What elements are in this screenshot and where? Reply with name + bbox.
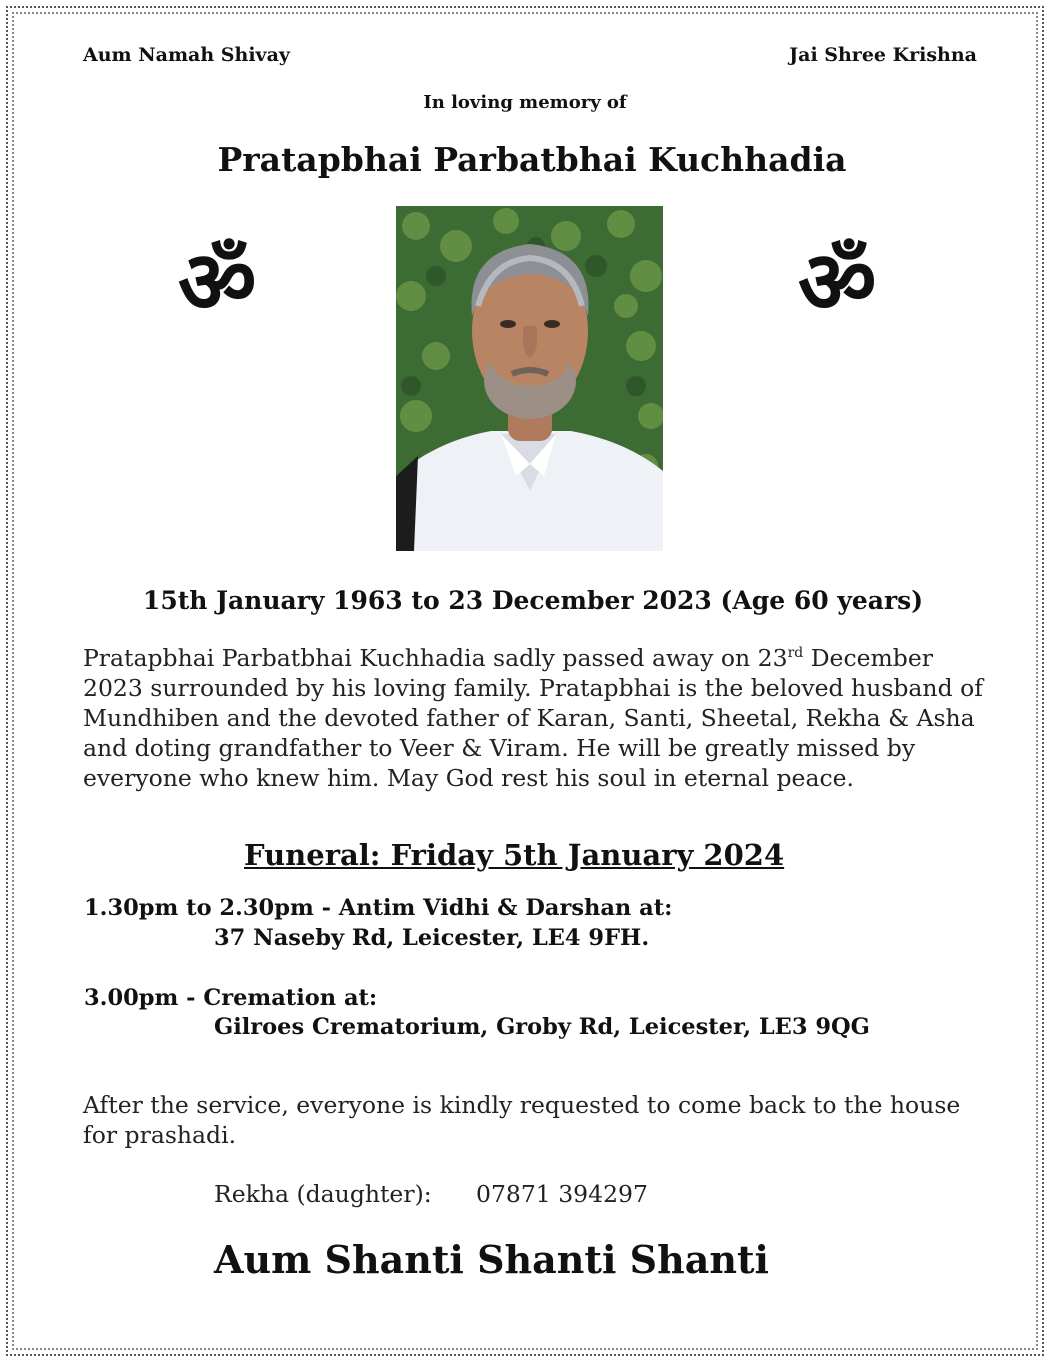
tribute-text-part2: December 2023 surrounded by his loving family. Pratapbhai is the beloved husband of Mundhiben and the devoted father of Karan, Santi, Sheetal, Rekha & Asha and doting grandfather to Veer & Viram. He will be greatly missed by everyone who knew him. May God rest his soul in eternal peace. xyxy=(83,644,983,792)
closing-prayer: Aum Shanti Shanti Shanti xyxy=(214,1237,769,1282)
darshan-time: 1.30pm to 2.30pm - Antim Vidhi & Darshan at: xyxy=(84,895,673,921)
portrait-photo xyxy=(396,206,663,551)
cremation-time: 3.00pm - Cremation at: xyxy=(84,985,378,1011)
tribute-superscript: rd xyxy=(787,645,804,662)
darshan-address: 37 Naseby Rd, Leicester, LE4 9FH. xyxy=(214,925,650,951)
cremation-address: Gilroes Crematorium, Groby Rd, Leicester, LE3 9QG xyxy=(214,1014,870,1040)
contact-label: Rekha (daughter): xyxy=(214,1180,432,1208)
contact-phone: 07871 394297 xyxy=(476,1180,648,1208)
tribute-paragraph xyxy=(83,643,983,793)
header-left-blessing: Aum Namah Shivay xyxy=(83,44,290,66)
tribute-text-part1: Pratapbhai Parbatbhai Kuchhadia sadly passed away on 23 xyxy=(83,644,788,672)
life-dates: 15th January 1963 to 23 December 2023 (Age 60 years) xyxy=(142,586,924,615)
om-symbol-icon: ॐ xyxy=(798,232,877,333)
om-symbol-icon: ॐ xyxy=(178,232,257,333)
after-service-note: After the service, everyone is kindly requested to come back to the house for prashadi. xyxy=(83,1091,961,1149)
funeral-heading: Funeral: Friday 5th January 2024 xyxy=(244,838,785,872)
memory-line: In loving memory of xyxy=(423,92,627,113)
deceased-name: Pratapbhai Parbatbhai Kuchhadia xyxy=(217,140,847,179)
header-right-blessing: Jai Shree Krishna xyxy=(789,44,977,66)
